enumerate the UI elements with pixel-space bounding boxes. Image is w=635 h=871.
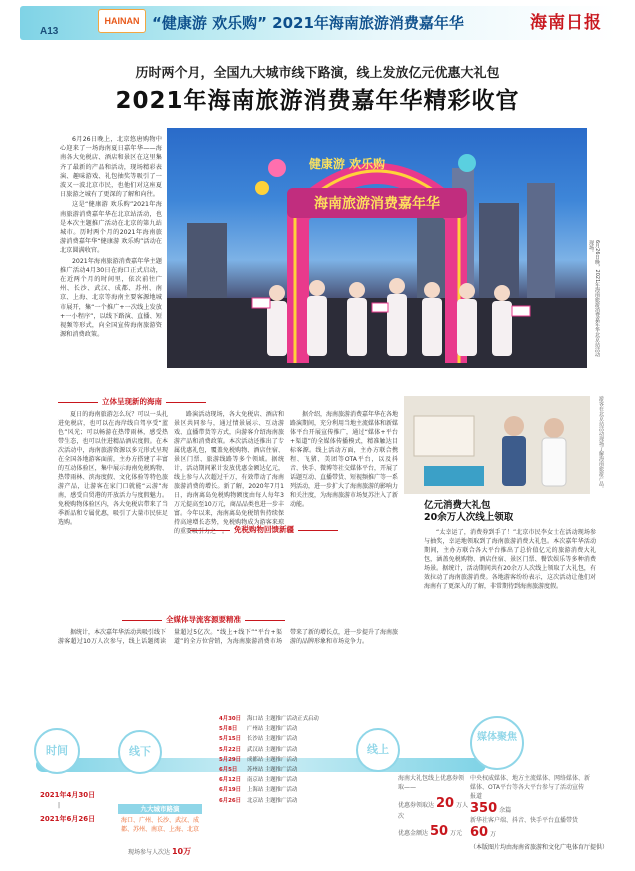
online-stat-row: 优惠金额达 50 万元 [398, 824, 462, 839]
article-title: 2021年海南旅游消费嘉年华精彩收官 [115, 88, 520, 114]
schedule-row: 5月15日 长沙站 主题推广活动 [219, 736, 298, 743]
event-photo-caption: 游客在北京站活动现场了解海南旅游产品。 [598, 396, 604, 491]
section-heading: 立体呈现新的海南 [58, 396, 206, 408]
svg-text:健康游 欢乐购: 健康游 欢乐购 [308, 157, 386, 171]
city-list: 海口、广州、长沙、武汉、成都、苏州、南京、上海、北京 [120, 817, 199, 833]
event-logo: HAINAN [98, 9, 146, 33]
offline-count-text: 现场参与人次达 [128, 849, 171, 856]
start-date: 2021年4月30日 [40, 791, 96, 799]
media-stat-row: 350 余篇 [470, 801, 512, 816]
sidebar-headline-line: 20余万人次线上领取 [424, 512, 514, 523]
label-time: 时间 [34, 728, 80, 774]
schedule-row: 4月30日 海口站 主题推广活动正式启动 [219, 716, 319, 722]
schedule-row: 6月5日 苏州站 主题推广活动 [219, 766, 298, 773]
media-stat-value: 60 [470, 825, 489, 840]
hero-photo [167, 128, 587, 368]
body-paragraph: 路演活动现场，各大免税店、酒店和景区共同参与，通过情景展示、互动游戏、直播带货等方式，向游客介绍海南旅游产品和消费政策。本次活动还推出了专属优惠礼包，覆盖免税购物、酒店住宿、景区门票、旅游线路等多个领域。据统计，活动期间累计发放优惠金额达亿元，线上参与人次超过千万，有效带动了海南旅游消费的增长。新了解，2020年7月1日，海南离岛免税购物额度由每人每年3万元提高至10万元，商品品类也进一步丰富。今年以来，海南离岛免税销售持续保持高速增长态势，免税购物成为游客来琼的重要吸引力之一。 [174, 411, 284, 535]
article-subtitle: 历时两个月，全国九大城市线下路演，线上发放亿元优惠大礼包 [135, 66, 500, 81]
body-paragraph: 据统计，本次嘉年华活动共吸引线下游客超过10万人次参与，线上话题阅读量超过5亿次。“线上+线下”“平台+渠道”的全方位营销，为海南旅游消费市场带来了新的增长点，进一步提升了海南旅游的品牌形象和市场竞争力。 [58, 629, 399, 645]
offline-count-value: 10万 [171, 847, 192, 856]
media-description: 新华社客户端、抖音、快手平台直播带货 [470, 817, 579, 824]
label-online: 线上 [356, 728, 400, 772]
section-heading: 免税购物回馈新疆 [190, 524, 338, 536]
body-text-column [58, 628, 398, 706]
event-photo [404, 396, 590, 494]
lead-paragraph: 2021年海南旅游消费嘉年华主题推广活动4月30日在海口正式启动，在近两个月的时间里，依次前往广州、长沙、武汉、成都、苏州、南京、上海、北京等海南主要客源地城市展开，集“一个推广+一次线上发放+一小程序”，以线下路演、直播、短视频等形式，向全国宣传海南旅游资源和消费政策。 [60, 257, 162, 339]
newspaper-name: 海南日报 [530, 13, 602, 33]
schedule-row: 5月8日 广州站 主题推广活动 [219, 726, 298, 733]
sidebar-headline-line: 亿元消费大礼包 [424, 500, 491, 511]
online-stat-value: 20 [435, 796, 455, 811]
hero-photo-caption: 6月26日晚，2021年海南旅游消费嘉年华北京站活动现场。 [588, 240, 600, 358]
lead-paragraph: 这是“健康游 欢乐购”2021年海南旅游消费嘉年华在北京站活动，也是本次主题推广活动在北京的第九站城市。历时两个月的2021年海南旅游消费嘉年华“健康游 欢乐购”活动在北京圆满收官。 [60, 201, 162, 255]
lead-text-column [60, 135, 162, 365]
schedule-row: 6月19日 上海站 主题推广活动 [219, 787, 298, 794]
svg-text:海南旅游消费嘉年华: 海南旅游消费嘉年华 [314, 196, 440, 212]
label-media: 媒体聚焦 [470, 716, 524, 770]
schedule-row: 5月29日 成都站 主题推广活动 [219, 756, 298, 763]
section-heading: 全媒体导流客源要精准 [122, 614, 285, 626]
date-separator: | [58, 802, 61, 809]
page-number: A13 [40, 26, 59, 37]
schedule-row: 6月12日 南京站 主题推广活动 [219, 777, 298, 784]
body-text-column [58, 410, 168, 560]
body-paragraph: 夏日的海南旅游怎么玩？可以一头扎进免税店，也可以在海岸线自驾享受“蓝色”风光；可以畅游在热带雨林，感受热带生态，也可以住进精品酒店度假。在本次活动中，海南旅游资源以多元形式呈现在全国各地游客面前，主办方搭建了丰富的互动体验区，集中展示海南免税购物、热带雨林、滨海度假、文化体验等特色旅游产品，让游客在家门口就能“云游”海南，感受自贸港的开放活力与度假魅力。免税购物体验区内，各大免税店带来了当季新品和专属优惠，吸引了大量市民驻足选购。 [58, 411, 168, 526]
schedule-row: 6月26日 北京站 主题推广活动 [219, 797, 298, 804]
sidebar-headline [424, 500, 594, 524]
media-stats [470, 774, 590, 840]
online-description: 海南大礼包线上优惠券领取—— [398, 775, 465, 791]
media-stat-value: 350 [470, 801, 498, 816]
body-text-column [174, 410, 284, 560]
banner-title: “健康游 欢乐购” 2021年海南旅游消费嘉年华 [152, 14, 464, 32]
schedule-row: 5月22日 武汉站 主题推广活动 [219, 746, 298, 753]
body-text-column [290, 410, 398, 510]
label-offline: 线下 [118, 730, 162, 774]
timeline-infographic [24, 708, 404, 858]
photo-credit: （本版图片均由海南省旅游和文化广电体育厅提供） [470, 844, 609, 851]
event-photo-illustration [404, 396, 590, 494]
city-roadshow-heading: 九大城市路演 [118, 804, 202, 814]
roadshow-schedule [219, 714, 379, 806]
online-stat-value: 50 [429, 824, 449, 839]
online-stat-row: 优惠券领取达 20 万人次 [398, 796, 468, 820]
end-date: 2021年6月26日 [40, 815, 96, 823]
media-stat-row: 60 万 [470, 825, 497, 840]
online-stats [398, 774, 468, 839]
media-description: 中央权威媒体、地方主流媒体、网络媒体、新媒体、OTA平台等各大平台参与了活动宣传报道 [470, 775, 591, 800]
offline-count-label [128, 846, 191, 857]
hero-photo-illustration [167, 128, 587, 368]
lead-paragraph: 6月26日晚上，北京悠唐购物中心迎来了一场海南夏日嘉年华——海南各大免税店、酒店和景区在这里集齐了最新的产品和活动，现场精彩表演、趣味游戏、礼包抽奖等吸引了一波又一波北京市民，也他们对这座夏日旅游之城有了更深的了解和向往。 [60, 136, 162, 199]
sidebar-paragraph: “太幸运了，消费券到手了！”北京市民李女士在活动现场参与抽奖，幸运地领取到了海南旅游消费大礼包。本次嘉年华活动期间，主办方联合各大平台推出了总价值亿元的旅游消费大礼包，涵盖免税购物、酒店住宿、景区门票、餐饮娱乐等多种消费场景。据统计，活动期间共有20余万人次线上领取了大礼包，有效拉动了海南旅游消费。各地游客纷纷表示，这次活动让他们对海南有了更深入的了解，非常期待到海南旅游度假。 [424, 529, 596, 590]
body-paragraph: 据介绍，海南旅游消费嘉年华在各地路演期间，充分利用当地主流媒体和新媒体平台开展宣传推广，通过“媒体+平台+渠道”的全媒体传播模式，精准触达目标客源。线上活动方面，主办方联合携程、飞猪、美团等OTA平台，以及抖音、快手、微博等社交媒体平台，开展了话题互动、直播带货、短视频推广等一系列活动，进一步扩大了海南旅游的影响力和关注度，为海南旅游市场复苏注入了新动能。 [290, 411, 399, 508]
